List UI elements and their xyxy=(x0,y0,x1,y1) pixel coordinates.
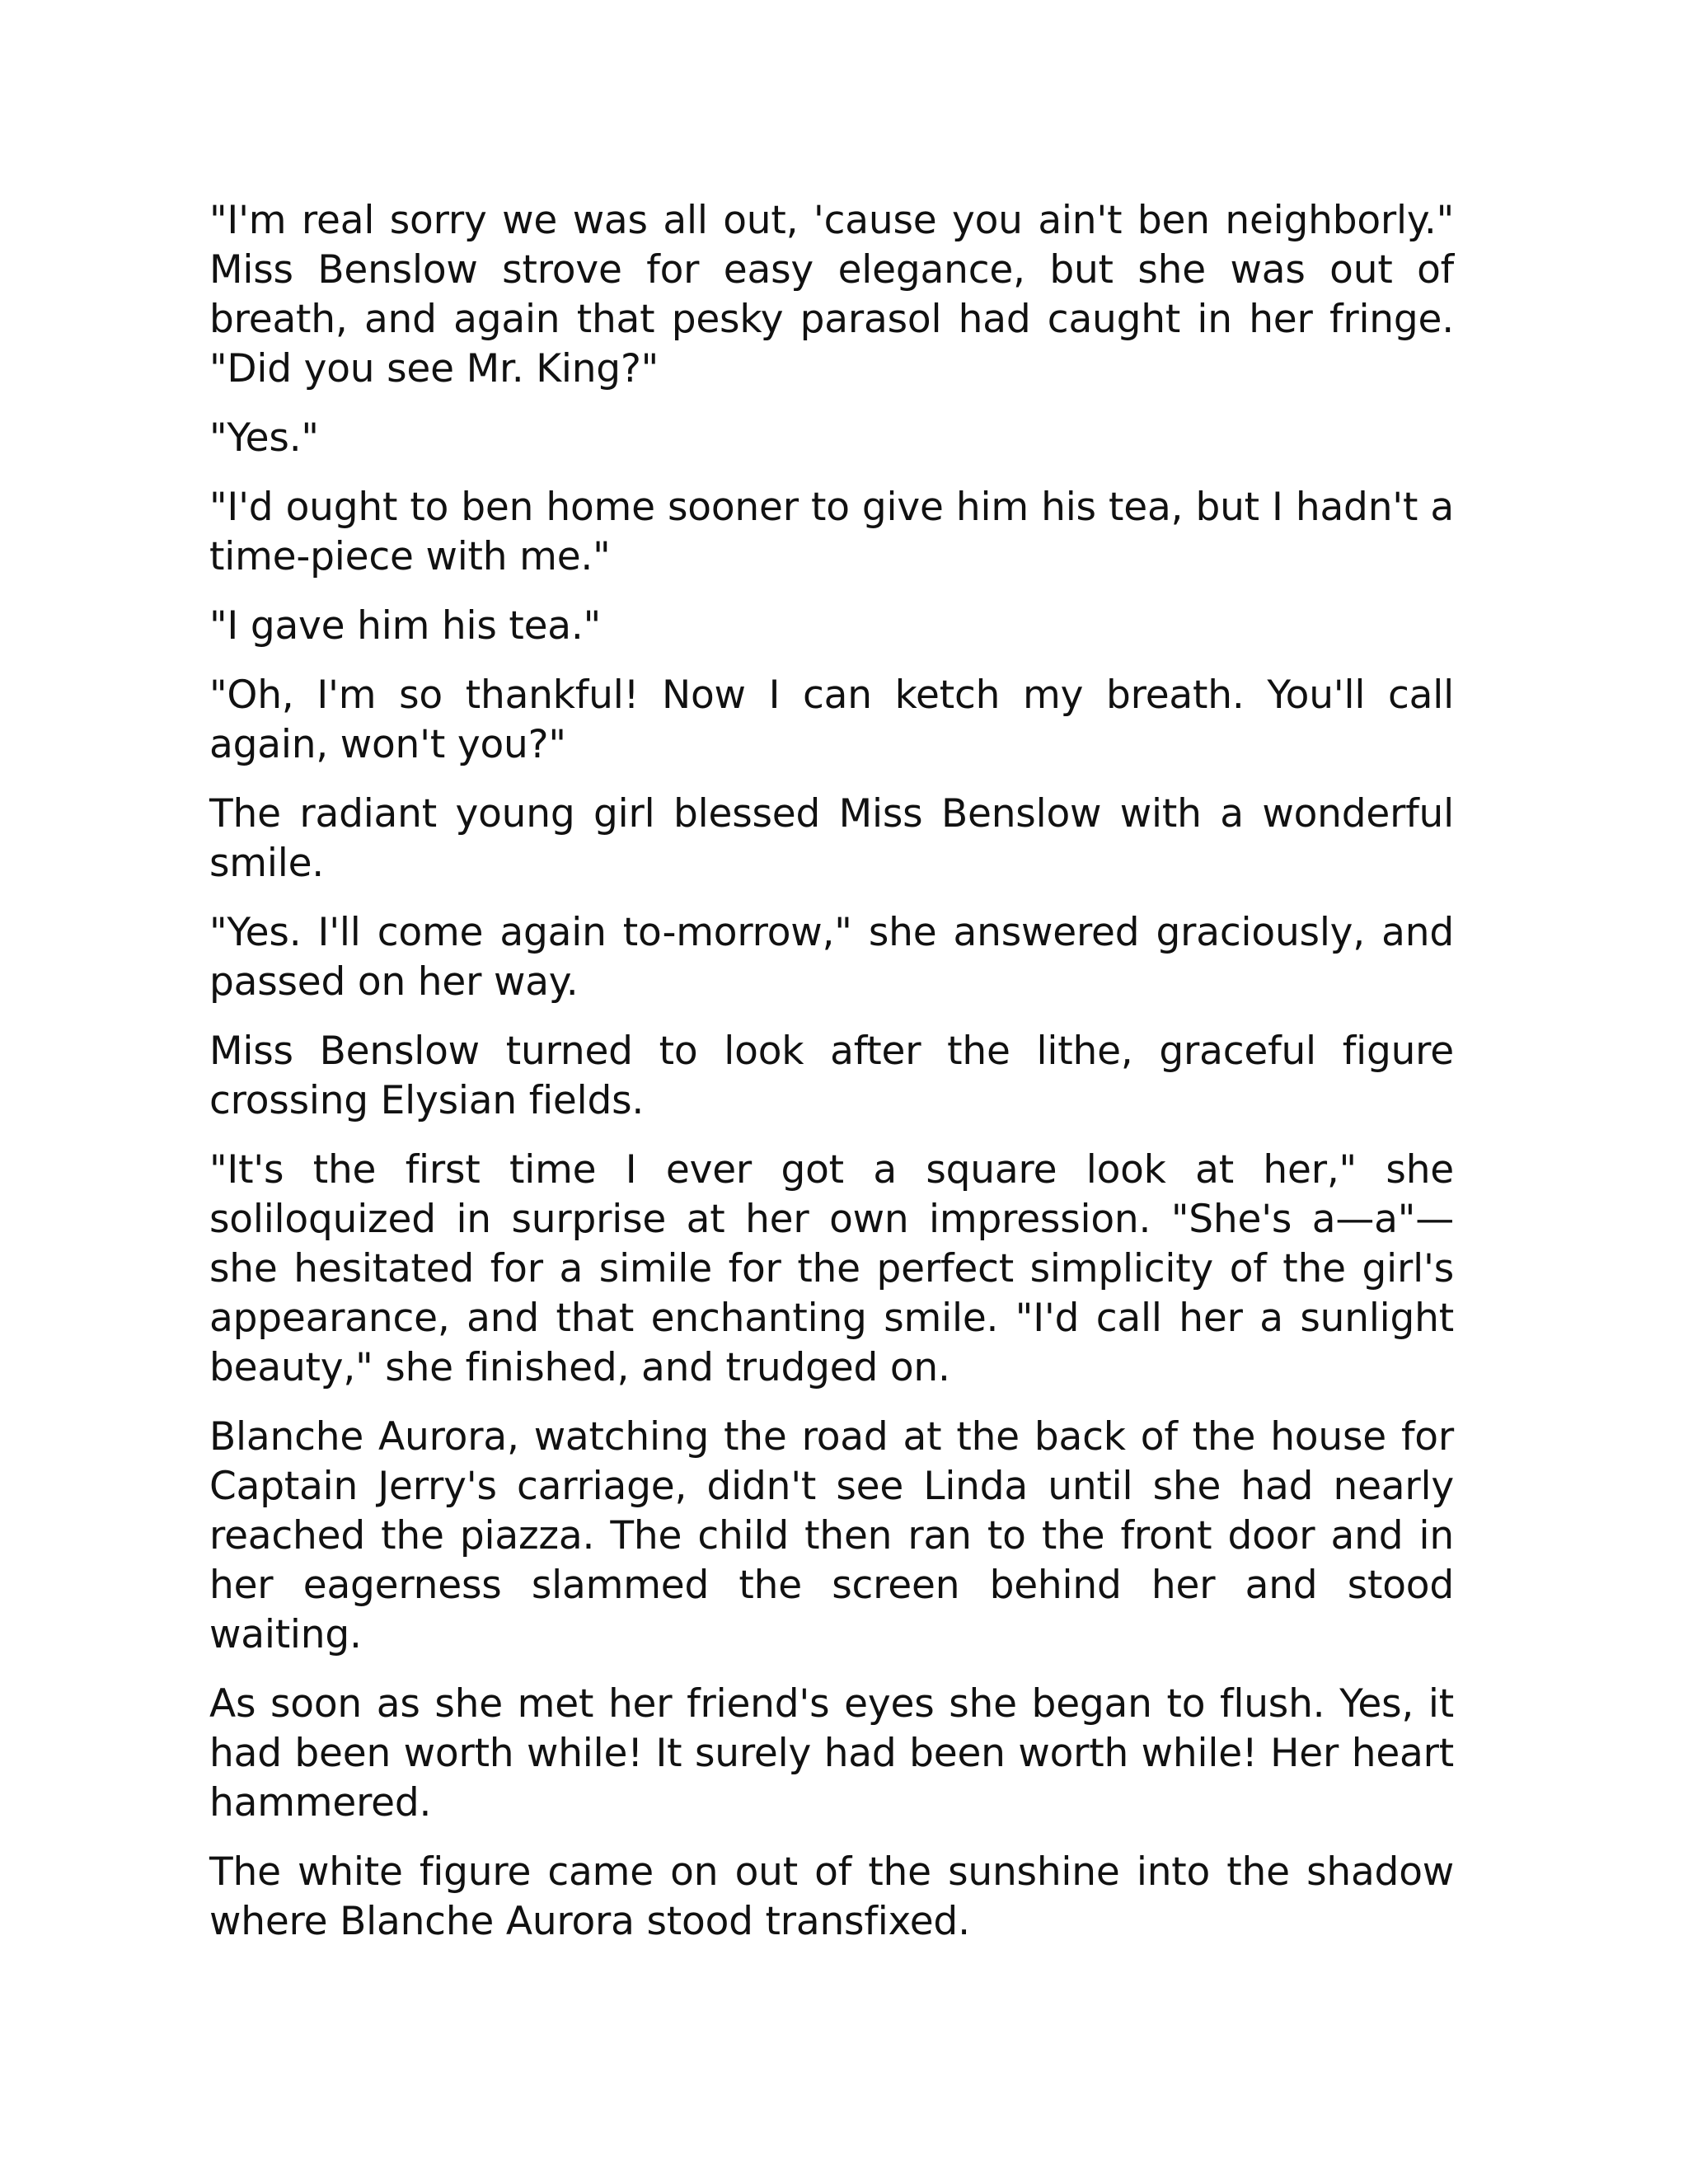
paragraph-6: The radiant young girl blessed Miss Benslow with a wonderful smile. xyxy=(209,791,1454,886)
paragraph-3: "I'd ought to ben home sooner to give him his tea, but I hadn't a time-piece with me." xyxy=(209,485,1454,579)
paragraph-2: "Yes." xyxy=(209,415,319,461)
paragraph-8: Miss Benslow turned to look after the lithe, graceful figure crossing Elysian fields. xyxy=(209,1029,1454,1123)
paragraph-11: As soon as she met her friend's eyes she began to flush. Yes, it had been worth while! It surely had been worth while! Her heart hammered. xyxy=(209,1681,1454,1825)
paragraph-7: "Yes. I'll come again to-morrow," she answered graciously, and passed on her way. xyxy=(209,910,1454,1005)
body-text xyxy=(209,196,1454,1966)
paragraph-12: The white figure came on out of the sunshine into the shadow where Blanche Aurora stood transfixed. xyxy=(209,1849,1454,1944)
paragraph-5: "Oh, I'm so thankful! Now I can ketch my breath. You'll call again, won't you?" xyxy=(209,673,1454,767)
paragraph-10: Blanche Aurora, watching the road at the back of the house for Captain Jerry's carriage, didn't see Linda until she had nearly reached the piazza. The child then ran to the front door and in her eagerness slammed the screen behind her and stood waiting. xyxy=(209,1414,1454,1657)
paragraph-1: "I'm real sorry we was all out, 'cause you ain't ben neighborly." Miss Benslow strove for easy elegance, but she was out of breath, and again that pesky parasol had caught in her fringe. "Did you see Mr. King?" xyxy=(209,198,1454,391)
paragraph-4: "I gave him his tea." xyxy=(209,603,602,649)
paragraph-9: "It's the first time I ever got a square look at her," she soliloquized in surprise at her own impression. "She's a—a"—she hesitated for a simile for the perfect simplicity of the girl's appearance, and that enchanting smile. "I'd call her a sunlight beauty," she finished, and trudged on. xyxy=(209,1147,1454,1390)
